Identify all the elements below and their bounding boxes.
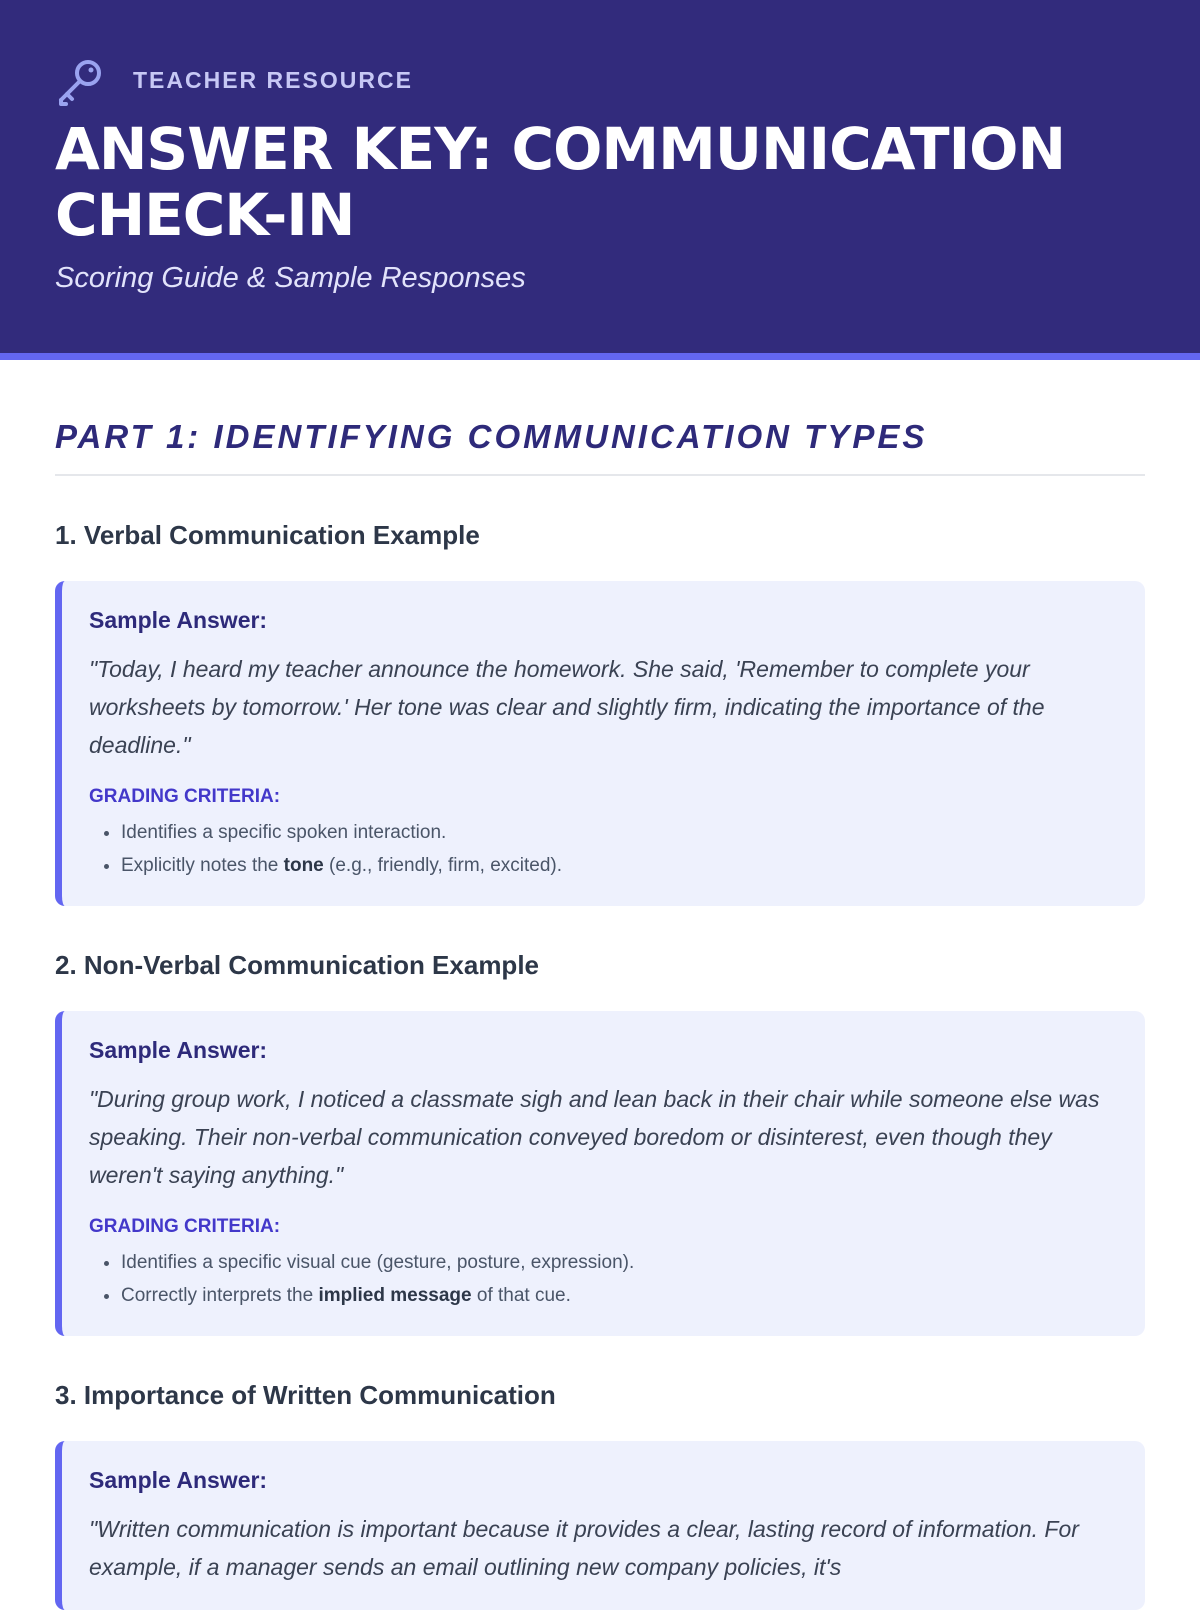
criteria-text: Correctly interprets the — [121, 1285, 319, 1306]
page-header — [0, 0, 1200, 360]
criteria-emphasis: implied message — [318, 1285, 472, 1306]
key-icon — [55, 54, 107, 106]
sample-answer-text: "Written communication is important because it provides a clear, lasting record of information. For example, if a manager sends an email outlining new company policies, it's — [89, 1516, 1079, 1580]
header-eyebrow — [55, 52, 1145, 108]
criteria-item — [121, 1279, 1109, 1312]
question-1-title: 1. Verbal Communication Example — [55, 520, 480, 550]
question-2-title: 2. Non-Verbal Communication Example — [55, 950, 539, 980]
criteria-item — [121, 1246, 1109, 1279]
page-title: ANSWER KEY: COMMUNICATION CHECK-IN — [55, 115, 1066, 249]
criteria-item — [121, 816, 1109, 849]
criteria-text: of that cue. — [471, 1285, 571, 1306]
sample-answer-text: "Today, I heard my teacher announce the homework. She said, 'Remember to complete your worksheets by tomorrow.' Her tone was clear and slightly firm, indicating the importance of the deadline." — [89, 656, 1045, 758]
sample-answer-label: Sample Answer: — [89, 1467, 268, 1493]
question-1-answer-box — [55, 581, 1145, 906]
question-2-answer-box — [55, 1011, 1145, 1336]
sample-answer-label: Sample Answer: — [89, 1037, 268, 1063]
page-content — [0, 418, 1200, 1610]
question-3-title: 3. Importance of Written Communication — [55, 1380, 556, 1410]
grading-criteria-list — [89, 1246, 1109, 1312]
criteria-item — [121, 849, 1109, 882]
criteria-text: Identifies a specific visual cue (gesture, posture, expression). — [121, 1252, 635, 1273]
header-eyebrow-label: TEACHER RESOURCE — [133, 66, 413, 93]
criteria-emphasis: tone — [283, 855, 324, 876]
sample-answer-label: Sample Answer: — [89, 607, 268, 633]
grading-criteria-list — [89, 816, 1109, 882]
sample-answer-text: "During group work, I noticed a classmate sigh and lean back in their chair while someone else was speaking. Their non-verbal communication conveyed boredom or disinterest, even though they weren't saying anything." — [89, 1086, 1100, 1188]
criteria-text: Identifies a specific spoken interaction. — [121, 822, 447, 843]
criteria-text: Explicitly notes the — [121, 855, 284, 876]
part-1-title: PART 1: IDENTIFYING COMMUNICATION TYPES — [55, 418, 1145, 476]
page-subtitle: Scoring Guide & Sample Responses — [55, 262, 526, 294]
question-3-answer-box — [55, 1441, 1145, 1610]
grading-criteria-label: GRADING CRITERIA: — [89, 786, 281, 807]
criteria-text: (e.g., friendly, firm, excited). — [323, 855, 563, 876]
grading-criteria-label: GRADING CRITERIA: — [89, 1216, 281, 1237]
